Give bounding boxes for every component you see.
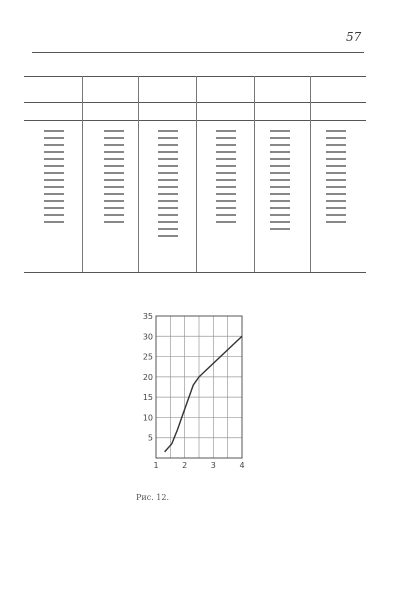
table-col-divider: [138, 76, 139, 272]
table-col-divider: [310, 76, 311, 272]
y-tick-label: 15: [142, 393, 153, 403]
y-tick-label: 20: [142, 372, 153, 382]
y-tick-label: 10: [142, 413, 153, 423]
line-chart: [142, 310, 252, 475]
table-column-values: [326, 130, 346, 228]
table-col-divider: [254, 76, 255, 272]
table-column-values: [270, 130, 290, 235]
table-column-values: [158, 130, 178, 242]
table-column-values: [216, 130, 236, 228]
x-tick-label: 3: [210, 461, 216, 470]
data-table: [24, 68, 366, 280]
x-tick-label: 4: [239, 461, 245, 470]
y-tick-label: 30: [142, 332, 153, 342]
table-group-rule: [24, 120, 366, 121]
x-tick-label: 1: [153, 461, 159, 470]
y-tick-label: 25: [142, 352, 153, 362]
series-line: [165, 336, 242, 452]
table-col-divider: [196, 76, 197, 272]
table-col-divider: [82, 76, 83, 272]
table-column-values: [104, 130, 124, 228]
y-tick-label: 35: [142, 312, 153, 321]
table-column-values: [44, 130, 64, 228]
table-bottom-rule: [24, 272, 366, 273]
page-number: 57: [346, 30, 362, 44]
table-header-rule: [24, 102, 366, 103]
y-tick-label: 5: [147, 433, 153, 443]
header-rule: [32, 52, 364, 53]
table-top-rule: [24, 76, 366, 77]
figure-caption: Рис. 12.: [136, 493, 170, 502]
x-tick-label: 2: [182, 461, 188, 470]
figure: [142, 310, 252, 475]
